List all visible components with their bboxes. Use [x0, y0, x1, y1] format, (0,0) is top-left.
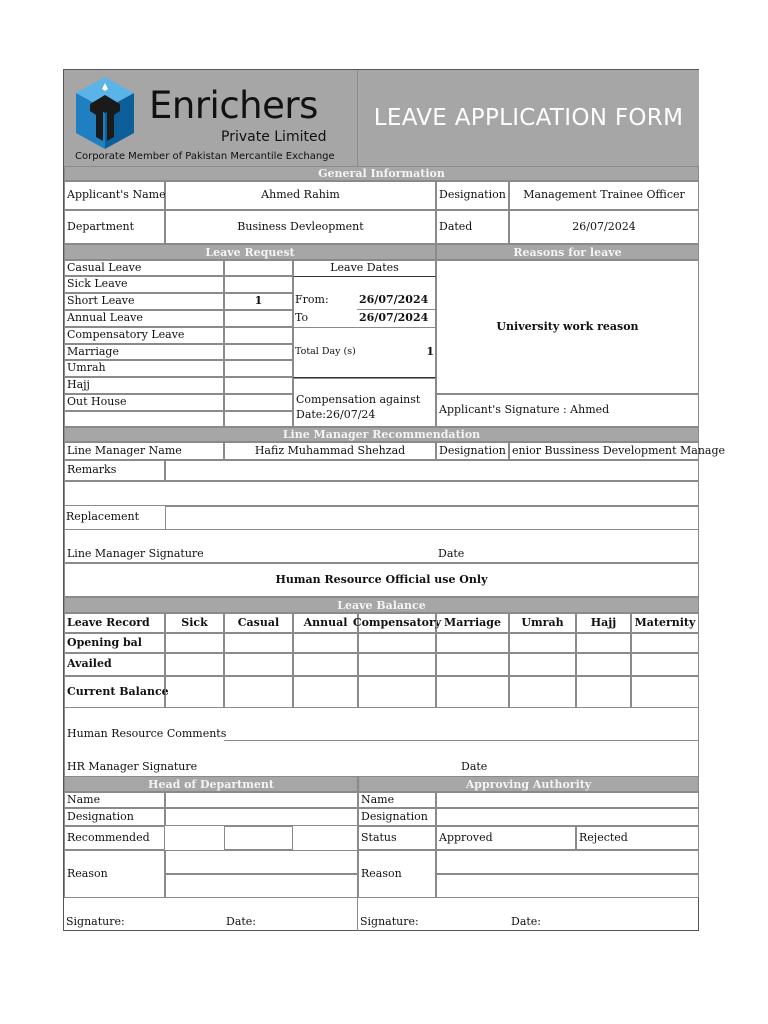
leave-type-annual: Annual Leave — [64, 310, 224, 327]
remarks-label: Remarks — [64, 460, 165, 481]
compensation-box — [293, 378, 436, 427]
approving-authority-header: Approving Authority — [358, 776, 699, 792]
hr-manager-signature-label[interactable]: HR Manager Signature — [64, 741, 436, 776]
line-manager-date-label[interactable]: Date — [436, 530, 699, 563]
approver-designation-label: Designation — [358, 808, 436, 826]
company-tagline: Corporate Member of Pakistan Mercantile Exchange — [75, 151, 335, 162]
leave-balance-header: Leave Balance — [64, 597, 699, 613]
designation-label: Designation — [436, 181, 509, 210]
total-days-value[interactable]: 1 — [426, 345, 434, 358]
leave-dates-label: Leave Dates — [293, 260, 436, 277]
leave-count-short[interactable]: 1 — [224, 293, 293, 310]
remarks-field[interactable] — [165, 460, 699, 481]
balance-cell[interactable] — [576, 633, 631, 653]
leave-count-out-house[interactable] — [224, 394, 293, 411]
leave-application-form — [63, 69, 726, 931]
line-manager-name-label: Line Manager Name — [64, 442, 224, 460]
applicant-name-field[interactable]: Ahmed Rahim — [165, 181, 436, 210]
col-leave-record: Leave Record — [64, 613, 165, 633]
col-sick: Sick — [165, 613, 224, 633]
rejected-option[interactable]: Rejected — [576, 826, 699, 850]
balance-cell[interactable] — [509, 633, 576, 653]
balance-cell[interactable] — [358, 633, 436, 653]
from-label: From: — [295, 293, 329, 306]
hr-comments-label: Human Resource Comments — [64, 708, 224, 741]
col-marriage: Marriage — [436, 613, 509, 633]
hr-date-label[interactable]: Date — [459, 741, 699, 776]
approved-option[interactable]: Approved — [436, 826, 576, 850]
leave-type-casual: Casual Leave — [64, 260, 224, 276]
company-logo-icon — [72, 75, 138, 153]
form-title: LEAVE APPLICATION FORM — [358, 70, 699, 166]
balance-cell[interactable] — [224, 653, 293, 676]
balance-cell[interactable] — [358, 653, 436, 676]
designation-field[interactable]: Management Trainee Officer — [509, 181, 699, 210]
reasons-for-leave-header: Reasons for leave — [436, 244, 699, 260]
balance-cell[interactable] — [224, 676, 293, 708]
line-manager-designation-field[interactable]: enior Bussiness Development Manage — [509, 442, 699, 460]
hod-name-label: Name — [64, 792, 165, 808]
leave-type-out-house: Out House — [64, 394, 224, 411]
from-date-field[interactable]: 26/07/2024 — [357, 292, 436, 310]
department-label: Department — [64, 210, 165, 244]
row-current-balance: Current Balance — [64, 676, 165, 708]
approver-reason-field[interactable] — [436, 850, 699, 874]
leave-count-casual[interactable] — [224, 260, 293, 276]
leave-type-short: Short Leave — [64, 293, 224, 310]
leave-type-blank — [64, 411, 224, 427]
approver-reason-label: Reason — [358, 850, 436, 898]
company-name: Enrichers — [149, 84, 318, 127]
hod-recommended-checkbox[interactable] — [224, 826, 293, 850]
applicant-name-label: Applicant's Name — [64, 181, 165, 210]
leave-type-umrah: Umrah — [64, 360, 224, 377]
line-manager-header: Line Manager Recommendation — [64, 427, 699, 442]
col-umrah: Umrah — [509, 613, 576, 633]
company-suffix: Private Limited — [221, 129, 327, 145]
balance-cell[interactable] — [576, 676, 631, 708]
hod-designation-label: Designation — [64, 808, 165, 826]
department-field[interactable]: Business Devleopment — [165, 210, 436, 244]
balance-cell[interactable] — [631, 653, 699, 676]
hod-reason-label: Reason — [64, 850, 165, 898]
balance-cell[interactable] — [436, 653, 509, 676]
hod-reason-field[interactable] — [165, 850, 358, 874]
leave-type-marriage: Marriage — [64, 344, 224, 360]
compensation-date[interactable]: Date:26/07/24 — [296, 408, 376, 422]
balance-cell[interactable] — [165, 653, 224, 676]
leave-count-compensatory[interactable] — [224, 327, 293, 344]
balance-cell[interactable] — [358, 676, 436, 708]
balance-cell[interactable] — [293, 653, 358, 676]
balance-cell[interactable] — [436, 633, 509, 653]
line-manager-name-field[interactable]: Hafiz Muhammad Shehzad — [224, 442, 436, 460]
hr-official-use-title: Human Resource Official use Only — [64, 563, 699, 597]
total-days-label: Total Day (s) — [295, 346, 356, 357]
to-label: To — [295, 311, 309, 324]
balance-cell[interactable] — [509, 653, 576, 676]
leave-type-hajj: Hajj — [64, 377, 224, 394]
approver-status-label: Status — [358, 826, 436, 850]
general-info-header: General Information — [64, 166, 699, 181]
balance-cell[interactable] — [436, 676, 509, 708]
hod-name-field[interactable] — [165, 792, 358, 808]
leave-count-marriage[interactable] — [224, 344, 293, 360]
balance-cell[interactable] — [631, 676, 699, 708]
line-manager-designation-label: Designation — [436, 442, 509, 460]
hod-reason-field-2[interactable] — [165, 874, 358, 898]
approver-name-label: Name — [358, 792, 436, 808]
row-opening-bal: Opening bal — [64, 633, 165, 653]
col-maternity: Maternity — [631, 613, 699, 633]
balance-cell[interactable] — [165, 633, 224, 653]
applicant-signature[interactable]: Applicant's Signature : Ahmed — [436, 394, 699, 427]
leave-request-header: Leave Request — [64, 244, 436, 260]
balance-cell[interactable] — [293, 633, 358, 653]
leave-type-sick: Sick Leave — [64, 276, 224, 293]
balance-cell[interactable] — [224, 633, 293, 653]
hr-comments-field[interactable] — [224, 708, 699, 741]
hod-designation-field[interactable] — [165, 808, 358, 826]
col-hajj: Hajj — [576, 613, 631, 633]
company-header — [64, 70, 358, 166]
leave-count-blank[interactable] — [224, 411, 293, 427]
dated-field[interactable]: 26/07/2024 — [509, 210, 699, 244]
compensation-label: Compensation against — [296, 393, 421, 406]
col-compensatory: Compensatory — [358, 613, 436, 633]
replacement-label: Replacement — [64, 506, 165, 530]
approver-signature-label[interactable]: Signature: — [360, 914, 419, 928]
balance-cell[interactable] — [293, 676, 358, 708]
leave-count-annual[interactable] — [224, 310, 293, 327]
approver-designation-field[interactable] — [436, 808, 699, 826]
replacement-field[interactable] — [165, 506, 699, 530]
leave-count-sick[interactable] — [224, 276, 293, 293]
line-manager-signature-label[interactable]: Line Manager Signature — [64, 530, 436, 563]
to-date-field[interactable]: 26/07/2024 — [357, 310, 436, 328]
approver-date-label[interactable]: Date: — [511, 914, 542, 928]
dated-label: Dated — [436, 210, 509, 244]
col-casual: Casual — [224, 613, 293, 633]
balance-cell[interactable] — [165, 676, 224, 708]
approver-name-field[interactable] — [436, 792, 699, 808]
leave-type-compensatory: Compensatory Leave — [64, 327, 224, 344]
hod-date-label[interactable]: Date: — [224, 898, 358, 931]
balance-cell[interactable] — [576, 653, 631, 676]
hod-recommended-label: Recommended — [64, 826, 165, 850]
balance-cell[interactable] — [631, 633, 699, 653]
row-availed: Availed — [64, 653, 165, 676]
hod-signature-label[interactable]: Signature: — [66, 914, 125, 928]
col-annual: Annual — [293, 613, 358, 633]
approver-reason-field-2[interactable] — [436, 874, 699, 898]
balance-cell[interactable] — [509, 676, 576, 708]
head-of-department-header: Head of Department — [64, 776, 358, 792]
leave-count-hajj[interactable] — [224, 377, 293, 394]
leave-count-umrah[interactable] — [224, 360, 293, 377]
leave-reason-field[interactable]: University work reason — [436, 260, 699, 394]
remarks-field-2[interactable] — [64, 481, 699, 506]
